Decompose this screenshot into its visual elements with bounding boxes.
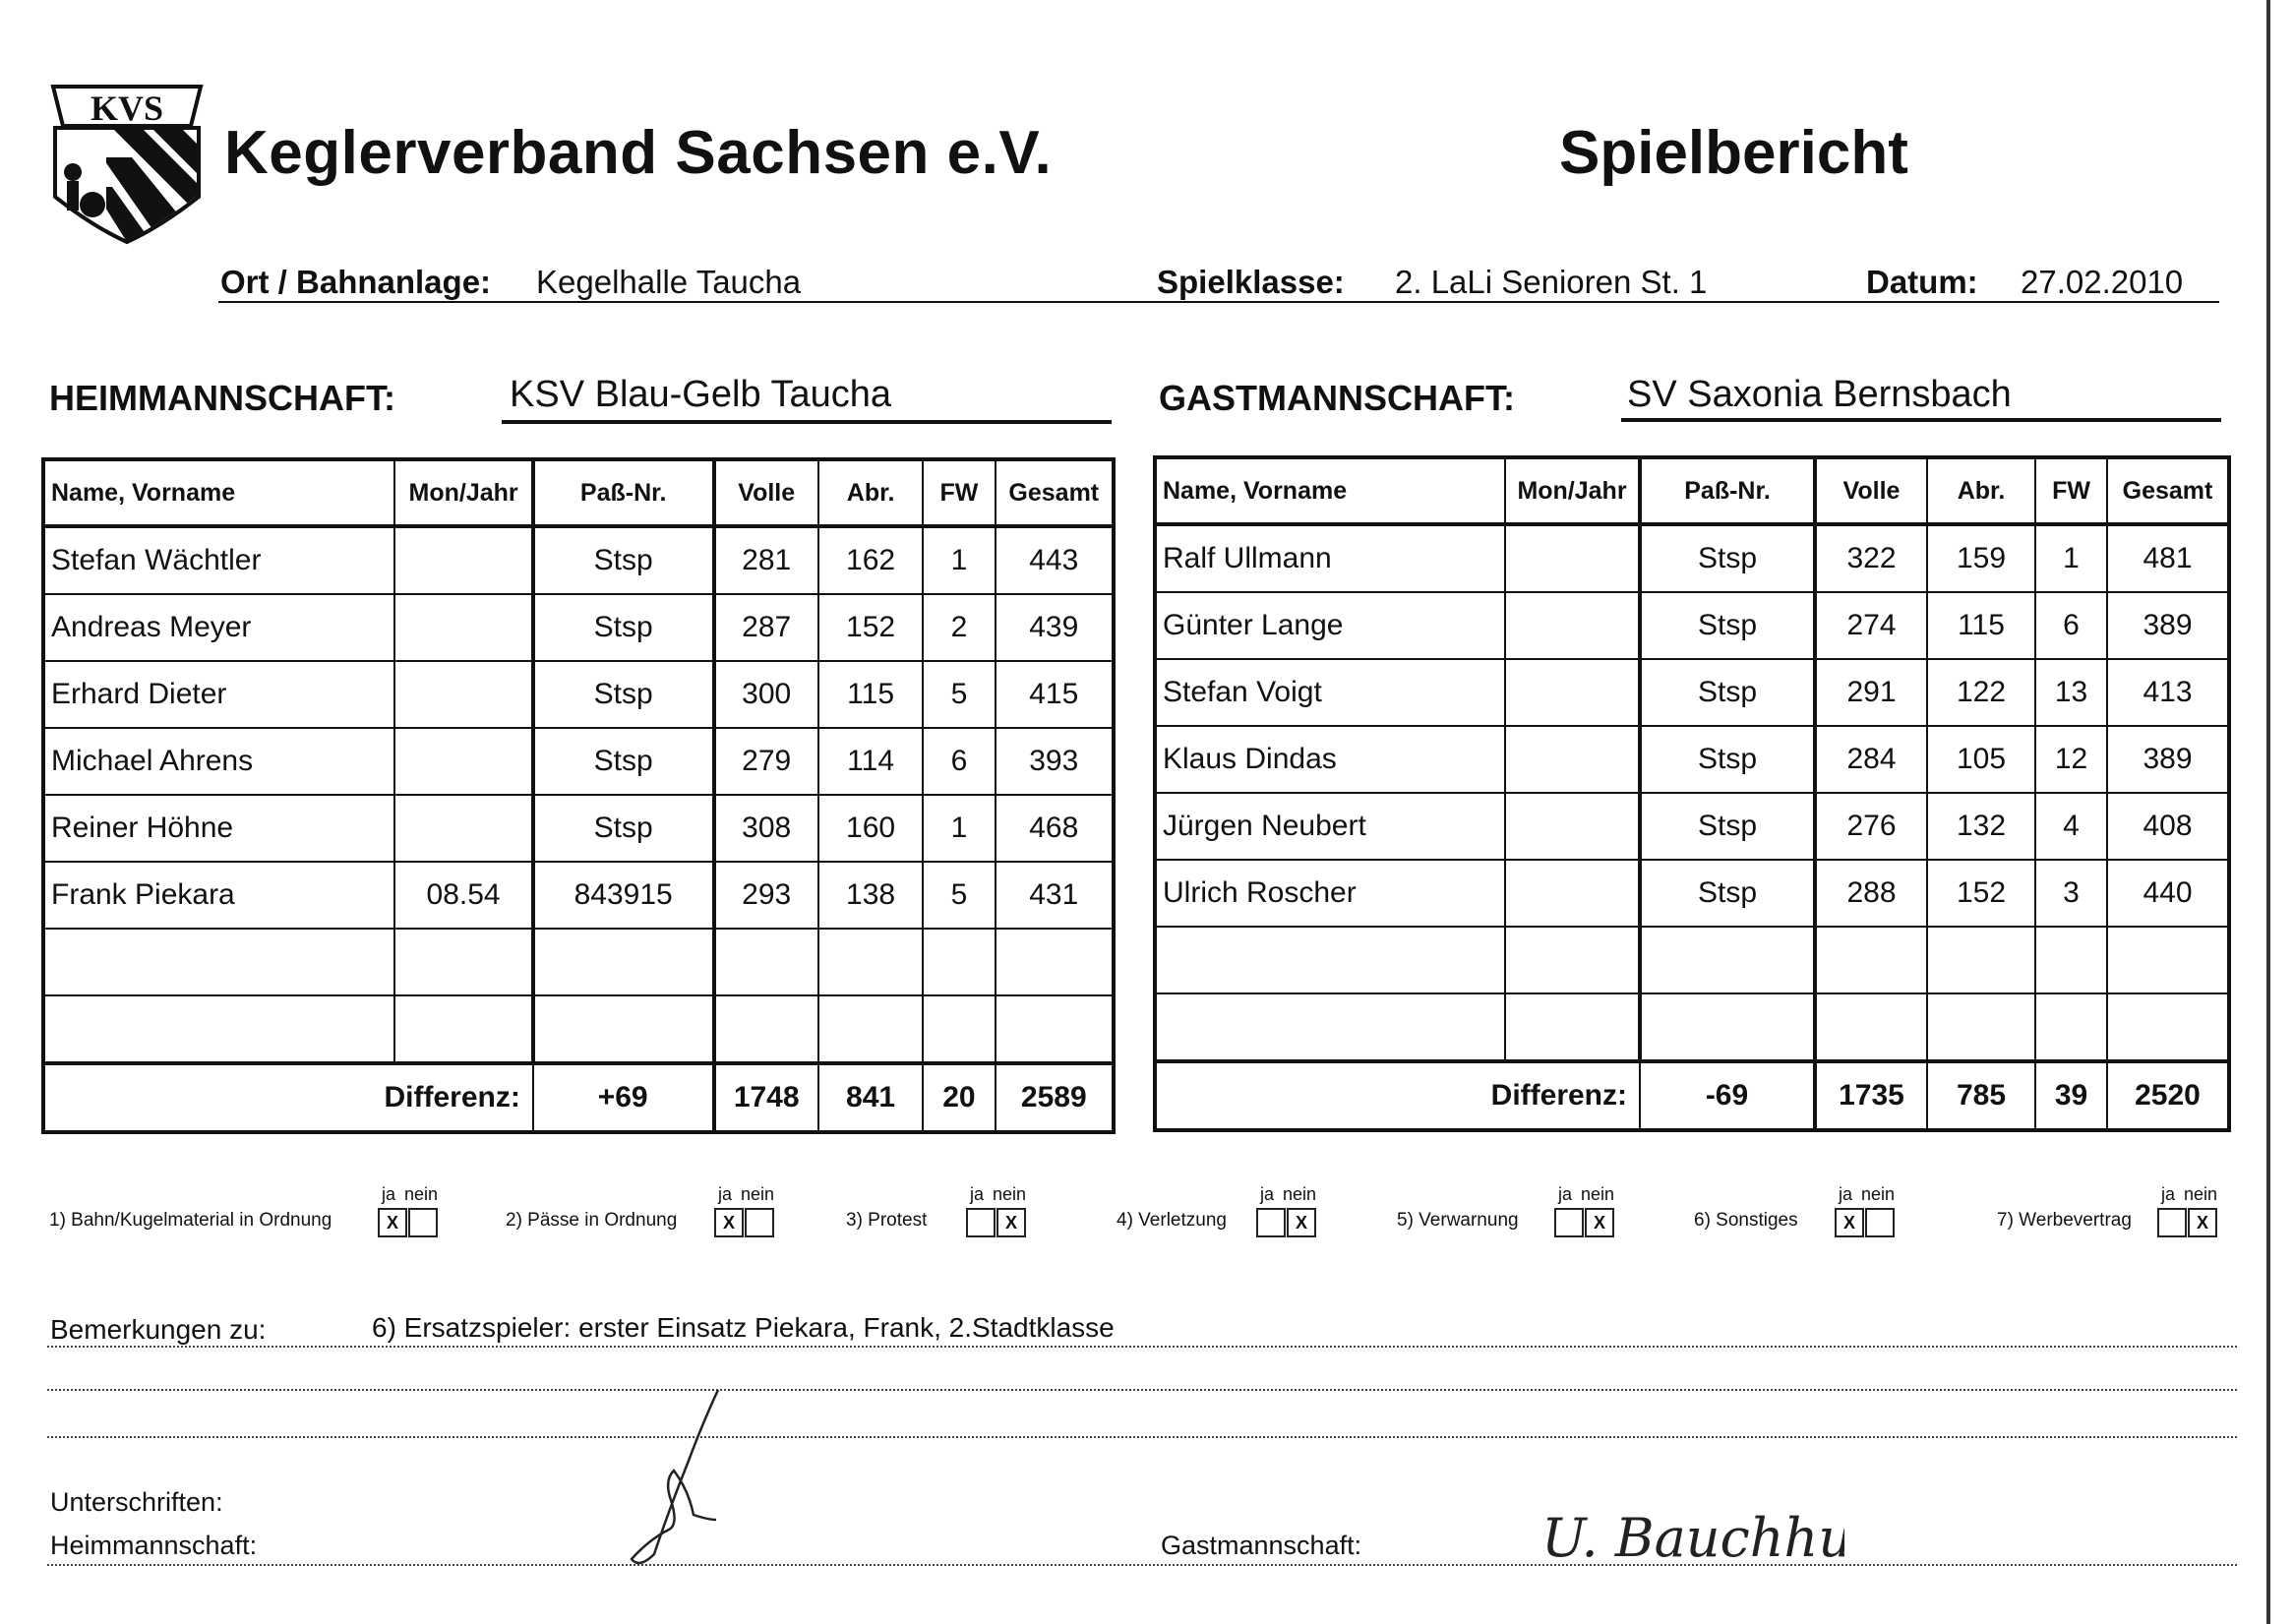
- player-gesamt: 393: [996, 728, 1114, 795]
- col-name: Name, Vorname: [43, 459, 394, 526]
- table-row: [43, 728, 1114, 795]
- player-name: Michael Ahrens: [43, 728, 394, 795]
- player-name: Reiner Höhne: [43, 795, 394, 862]
- home-diff-value: +69: [533, 1063, 714, 1132]
- player-name: Stefan Voigt: [1155, 659, 1505, 726]
- table-row: [1155, 592, 2229, 659]
- home-team-label: HEIMMANNSCHAFT:: [49, 378, 395, 418]
- nein-checkbox[interactable]: [1865, 1208, 1895, 1237]
- spielklasse-value: 2. LaLi Senioren St. 1: [1395, 264, 1708, 300]
- remarks-text: 6) Ersatzspieler: erster Einsatz Piekara, Frank, 2.Stadtklasse: [372, 1312, 1115, 1343]
- player-gesamt: 440: [2107, 860, 2229, 927]
- guest-total-volle: 1735: [1815, 1061, 1927, 1130]
- check-label: 7) Werbevertrag: [1997, 1210, 2132, 1231]
- player-pass: 843915: [533, 862, 714, 929]
- datum-value: 27.02.2010: [2021, 264, 2184, 300]
- player-name: Erhard Dieter: [43, 661, 394, 728]
- player-name: Andreas Meyer: [43, 594, 394, 661]
- guest-team-label: GASTMANNSCHAFT:: [1159, 378, 1515, 418]
- home-score-table: [41, 457, 1116, 1134]
- col-mon-jahr: Mon/Jahr: [1505, 457, 1640, 524]
- player-abr: 105: [1927, 726, 2035, 793]
- player-name: Frank Piekara: [43, 862, 394, 929]
- signatures-title: Unterschriften:: [50, 1487, 223, 1517]
- player-pass: Stsp: [533, 594, 714, 661]
- nein-checkbox[interactable]: X: [1287, 1208, 1316, 1237]
- table-row: [1155, 793, 2229, 860]
- ja-label: ja: [718, 1184, 733, 1204]
- player-name: Günter Lange: [1155, 592, 1505, 659]
- empty-row: [43, 929, 1114, 995]
- player-pass: Stsp: [533, 795, 714, 862]
- ja-label: ja: [2161, 1184, 2176, 1204]
- player-fw: 6: [923, 728, 995, 795]
- player-fw: 4: [2035, 793, 2107, 860]
- guest-signature-label: Gastmannschaft:: [1161, 1531, 1362, 1560]
- guest-diff-label: Differenz:: [1155, 1061, 1640, 1130]
- ja-label: ja: [970, 1184, 985, 1204]
- empty-row: [43, 995, 1114, 1063]
- report-title: Spielbericht: [1559, 119, 1908, 187]
- remarks-line: [47, 1346, 2237, 1348]
- nein-label: nein: [1283, 1184, 1317, 1204]
- player-mon-jahr: [394, 795, 533, 862]
- player-mon-jahr: [1505, 860, 1640, 927]
- guest-score-table: [1153, 455, 2231, 1132]
- player-abr: 122: [1927, 659, 2035, 726]
- home-total-gesamt: 2589: [996, 1063, 1114, 1132]
- player-pass: Stsp: [533, 728, 714, 795]
- player-abr: 162: [818, 526, 923, 594]
- player-gesamt: 389: [2107, 726, 2229, 793]
- player-gesamt: 439: [996, 594, 1114, 661]
- guest-signature: [1539, 1495, 1844, 1574]
- table-row: [1155, 524, 2229, 592]
- ja-checkbox[interactable]: [1256, 1208, 1286, 1237]
- player-fw: 1: [923, 526, 995, 594]
- player-mon-jahr: [1505, 659, 1640, 726]
- player-abr: 152: [1927, 860, 2035, 927]
- player-volle: 287: [714, 594, 818, 661]
- player-fw: 5: [923, 862, 995, 929]
- player-volle: 291: [1815, 659, 1927, 726]
- check-label: 5) Verwarnung: [1397, 1210, 1519, 1231]
- check-label: 6) Sonstiges: [1694, 1210, 1798, 1231]
- ja-label: ja: [1260, 1184, 1275, 1204]
- player-pass: Stsp: [1640, 793, 1815, 860]
- player-mon-jahr: 08.54: [394, 862, 533, 929]
- player-fw: 3: [2035, 860, 2107, 927]
- nein-label: nein: [993, 1184, 1027, 1204]
- player-abr: 160: [818, 795, 923, 862]
- player-volle: 322: [1815, 524, 1927, 592]
- empty-row: [1155, 927, 2229, 993]
- player-gesamt: 413: [2107, 659, 2229, 726]
- home-total-row: [43, 1063, 1114, 1132]
- player-gesamt: 389: [2107, 592, 2229, 659]
- guest-diff-value: -69: [1640, 1061, 1815, 1130]
- col-name: Name, Vorname: [1155, 457, 1505, 524]
- player-pass: Stsp: [1640, 860, 1815, 927]
- table-row: [43, 795, 1114, 862]
- ort-label: Ort / Bahnanlage:: [220, 264, 492, 300]
- player-mon-jahr: [1505, 524, 1640, 592]
- player-mon-jahr: [1505, 726, 1640, 793]
- player-abr: 114: [818, 728, 923, 795]
- logo-text: KVS: [90, 89, 164, 128]
- ja-label: ja: [1839, 1184, 1853, 1204]
- player-fw: 1: [923, 795, 995, 862]
- nein-label: nein: [1861, 1184, 1896, 1204]
- player-gesamt: 481: [2107, 524, 2229, 592]
- guest-team-name: SV Saxonia Bernsbach: [1627, 374, 2012, 415]
- player-mon-jahr: [1505, 793, 1640, 860]
- nein-checkbox[interactable]: [745, 1208, 774, 1237]
- player-fw: 13: [2035, 659, 2107, 726]
- home-team-name: KSV Blau-Gelb Taucha: [510, 374, 891, 415]
- player-mon-jahr: [1505, 592, 1640, 659]
- player-mon-jahr: [394, 594, 533, 661]
- nein-checkbox[interactable]: X: [996, 1208, 1026, 1237]
- remarks-label: Bemerkungen zu:: [50, 1314, 267, 1345]
- meta-underline: [218, 301, 2219, 303]
- player-name: Ulrich Roscher: [1155, 860, 1505, 927]
- nein-checkbox[interactable]: [408, 1208, 438, 1237]
- ja-label: ja: [1558, 1184, 1573, 1204]
- player-abr: 115: [1927, 592, 2035, 659]
- player-volle: 281: [714, 526, 818, 594]
- col-volle: Volle: [1815, 457, 1927, 524]
- nein-label: nein: [1581, 1184, 1615, 1204]
- player-volle: 279: [714, 728, 818, 795]
- home-total-abr: 841: [818, 1063, 923, 1132]
- datum-label: Datum:: [1866, 264, 1978, 300]
- check-label: 1) Bahn/Kugelmaterial in Ordnung: [49, 1210, 332, 1231]
- table-row: [1155, 659, 2229, 726]
- ja-checkbox[interactable]: [2157, 1208, 2187, 1237]
- ja-checkbox[interactable]: X: [714, 1208, 744, 1237]
- player-fw: 5: [923, 661, 995, 728]
- col-mon-jahr: Mon/Jahr: [394, 459, 533, 526]
- organization-name: Keglerverband Sachsen e.V.: [224, 119, 1053, 187]
- player-abr: 159: [1927, 524, 2035, 592]
- player-fw: 6: [2035, 592, 2107, 659]
- player-name: Klaus Dindas: [1155, 726, 1505, 793]
- guest-team-underline: [1621, 418, 2221, 422]
- ja-checkbox[interactable]: [1554, 1208, 1584, 1237]
- guest-total-gesamt: 2520: [2107, 1061, 2229, 1130]
- check-label: 2) Pässe in Ordnung: [506, 1210, 678, 1231]
- player-gesamt: 408: [2107, 793, 2229, 860]
- table-row: [43, 862, 1114, 929]
- player-mon-jahr: [394, 728, 533, 795]
- player-name: Stefan Wächtler: [43, 526, 394, 594]
- player-volle: 293: [714, 862, 818, 929]
- home-diff-label: Differenz:: [43, 1063, 533, 1132]
- col-fw: FW: [2035, 457, 2107, 524]
- spielklasse-label: Spielklasse:: [1157, 264, 1345, 300]
- player-pass: Stsp: [533, 526, 714, 594]
- nein-label: nein: [2184, 1184, 2218, 1204]
- player-pass: Stsp: [1640, 659, 1815, 726]
- player-gesamt: 443: [996, 526, 1114, 594]
- player-name: Ralf Ullmann: [1155, 524, 1505, 592]
- player-abr: 138: [818, 862, 923, 929]
- table-row: [43, 594, 1114, 661]
- col-volle: Volle: [714, 459, 818, 526]
- remarks-line: [47, 1389, 2237, 1391]
- player-pass: Stsp: [533, 661, 714, 728]
- player-abr: 132: [1927, 793, 2035, 860]
- player-gesamt: 415: [996, 661, 1114, 728]
- player-fw: 2: [923, 594, 995, 661]
- player-fw: 1: [2035, 524, 2107, 592]
- player-volle: 274: [1815, 592, 1927, 659]
- ja-checkbox[interactable]: X: [378, 1208, 407, 1237]
- player-pass: Stsp: [1640, 592, 1815, 659]
- player-pass: Stsp: [1640, 726, 1815, 793]
- col-pass-nr: Paß-Nr.: [1640, 457, 1815, 524]
- table-row: [1155, 726, 2229, 793]
- player-mon-jahr: [394, 661, 533, 728]
- col-pass-nr: Paß-Nr.: [533, 459, 714, 526]
- nein-checkbox[interactable]: X: [2188, 1208, 2217, 1237]
- guest-total-row: [1155, 1061, 2229, 1130]
- ort-value: Kegelhalle Taucha: [536, 264, 802, 300]
- kvs-logo: [43, 79, 211, 246]
- nein-label: nein: [404, 1184, 439, 1204]
- col-abr: Abr.: [818, 459, 923, 526]
- check-label: 3) Protest: [846, 1210, 928, 1231]
- player-volle: 276: [1815, 793, 1927, 860]
- table-row: [43, 526, 1114, 594]
- table-row: [1155, 860, 2229, 927]
- home-team-underline: [502, 420, 1112, 424]
- player-mon-jahr: [394, 526, 533, 594]
- signature-line: [47, 1564, 2237, 1566]
- nein-label: nein: [741, 1184, 775, 1204]
- player-abr: 152: [818, 594, 923, 661]
- guest-total-abr: 785: [1927, 1061, 2035, 1130]
- nein-checkbox[interactable]: X: [1585, 1208, 1614, 1237]
- check-label: 4) Verletzung: [1117, 1210, 1227, 1231]
- player-abr: 115: [818, 661, 923, 728]
- player-volle: 300: [714, 661, 818, 728]
- ja-checkbox[interactable]: [966, 1208, 996, 1237]
- home-signature: [610, 1382, 728, 1579]
- ja-checkbox[interactable]: X: [1835, 1208, 1864, 1237]
- home-total-fw: 20: [923, 1063, 995, 1132]
- remarks-line: [47, 1436, 2237, 1438]
- col-gesamt: Gesamt: [2107, 457, 2229, 524]
- table-row: [43, 661, 1114, 728]
- home-total-volle: 1748: [714, 1063, 818, 1132]
- home-signature-label: Heimmannschaft:: [50, 1531, 258, 1560]
- player-volle: 308: [714, 795, 818, 862]
- player-volle: 284: [1815, 726, 1927, 793]
- player-name: Jürgen Neubert: [1155, 793, 1505, 860]
- col-gesamt: Gesamt: [996, 459, 1114, 526]
- col-abr: Abr.: [1927, 457, 2035, 524]
- player-pass: Stsp: [1640, 524, 1815, 592]
- guest-signature-text: U. Bauchhut: [1541, 1507, 1844, 1569]
- player-gesamt: 468: [996, 795, 1114, 862]
- player-gesamt: 431: [996, 862, 1114, 929]
- player-fw: 12: [2035, 726, 2107, 793]
- col-fw: FW: [923, 459, 995, 526]
- empty-row: [1155, 993, 2229, 1061]
- player-volle: 288: [1815, 860, 1927, 927]
- ja-label: ja: [382, 1184, 396, 1204]
- page-edge: [2266, 0, 2270, 1624]
- guest-total-fw: 39: [2035, 1061, 2107, 1130]
